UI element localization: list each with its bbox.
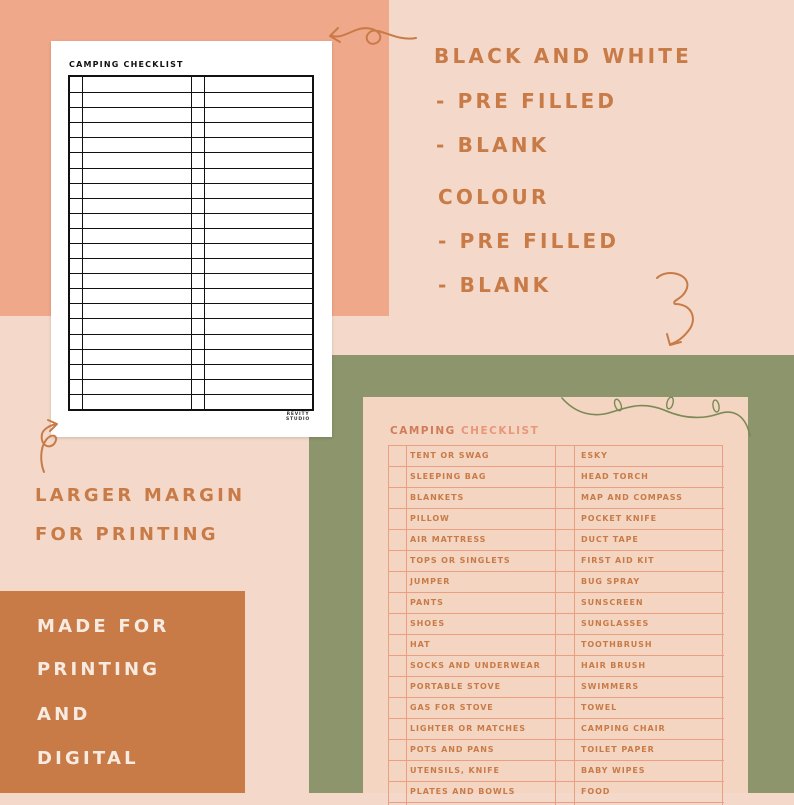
bw-checklist-table <box>68 75 314 411</box>
title-word-checklist: CHECKLIST <box>460 425 540 437</box>
item-left: SOCKS AND UNDERWEAR <box>410 661 541 670</box>
bw-table-divider <box>82 77 83 409</box>
table-row <box>389 719 724 740</box>
item-right: SUNGLASSES <box>581 619 650 628</box>
made-for-line4: DIGITAL <box>37 748 139 769</box>
vine-icon <box>560 392 752 440</box>
item-left: TENT OR SWAG <box>410 451 490 460</box>
item-right: ESKY <box>581 451 608 460</box>
colour-checklist-sheet <box>363 397 748 796</box>
curly-arrow-down-icon <box>653 270 703 350</box>
margin-note-line1: LARGER MARGIN <box>35 485 246 506</box>
table-row <box>389 467 724 488</box>
item-right: TOWEL <box>581 703 618 712</box>
item-right: TOOTHBRUSH <box>581 640 653 649</box>
item-right: MAP AND COMPASS <box>581 493 683 502</box>
item-right: FIRST AID KIT <box>581 556 655 565</box>
item-right: CAMPING CHAIR <box>581 724 666 733</box>
item-right: HAIR BRUSH <box>581 661 647 670</box>
colour-checklist-table <box>388 445 723 805</box>
item-left: PLATES AND BOWLS <box>410 787 516 796</box>
item-left: TOPS OR SINGLETS <box>410 556 511 565</box>
bw-checklist-sheet <box>51 41 332 437</box>
item-left: SLEEPING BAG <box>410 472 487 481</box>
table-row <box>389 635 724 656</box>
item-right: HEAD TORCH <box>581 472 649 481</box>
item-left: GAS FOR STOVE <box>410 703 494 712</box>
colour-sheet-title <box>390 425 539 437</box>
bw-table-divider <box>204 77 205 409</box>
item-left: POTS AND PANS <box>410 745 495 754</box>
title-word-camping: CAMPING <box>390 425 456 437</box>
item-left: PILLOW <box>410 514 450 523</box>
item-left: AIR MATTRESS <box>410 535 487 544</box>
item-right: BABY WIPES <box>581 766 646 775</box>
table-row <box>389 614 724 635</box>
item-left: PORTABLE STOVE <box>410 682 501 691</box>
made-for-line3: AND <box>37 704 91 725</box>
item-left: UTENSILS, KNIFE <box>410 766 500 775</box>
item-right: BUG SPRAY <box>581 577 641 586</box>
bw-heading: BLACK AND WHITE <box>434 44 692 68</box>
item-right: POCKET KNIFE <box>581 514 658 523</box>
table-row <box>389 761 724 782</box>
curly-arrow-left-icon <box>326 16 418 52</box>
bw-blank-option: - BLANK <box>436 133 550 157</box>
logo-top-text: REVITY <box>286 412 310 417</box>
table-row <box>389 488 724 509</box>
studio-logo <box>286 412 310 422</box>
item-left: BLANKETS <box>410 493 465 502</box>
item-left: JUMPER <box>410 577 451 586</box>
table-row <box>389 698 724 719</box>
table-row <box>389 740 724 761</box>
colour-prefilled-option: - PRE FILLED <box>438 229 620 253</box>
colour-blank-option: - BLANK <box>438 273 552 297</box>
table-row <box>389 551 724 572</box>
curly-arrow-up-icon <box>30 418 70 474</box>
item-left: SHOES <box>410 619 445 628</box>
bw-sheet-title: CAMPING CHECKLIST <box>69 60 184 69</box>
item-right: DUCT TAPE <box>581 535 639 544</box>
table-row <box>389 446 724 467</box>
made-for-line2: PRINTING <box>37 659 161 680</box>
logo-bottom-text: STUDIO <box>286 417 310 422</box>
item-right: SUNSCREEN <box>581 598 644 607</box>
bw-table-divider <box>191 77 192 409</box>
table-row <box>389 509 724 530</box>
margin-note-line2: FOR PRINTING <box>35 524 219 545</box>
table-row <box>389 572 724 593</box>
table-row <box>389 677 724 698</box>
table-row <box>389 656 724 677</box>
table-row <box>389 593 724 614</box>
made-for-line1: MADE FOR <box>37 616 170 637</box>
item-right: FOOD <box>581 787 611 796</box>
item-right: TOILET PAPER <box>581 745 655 754</box>
colour-heading: COLOUR <box>438 185 550 209</box>
item-right: SWIMMERS <box>581 682 640 691</box>
item-left: LIGHTER OR MATCHES <box>410 724 526 733</box>
bw-prefilled-option: - PRE FILLED <box>436 89 618 113</box>
item-left: PANTS <box>410 598 444 607</box>
table-row <box>389 530 724 551</box>
item-left: HAT <box>410 640 431 649</box>
